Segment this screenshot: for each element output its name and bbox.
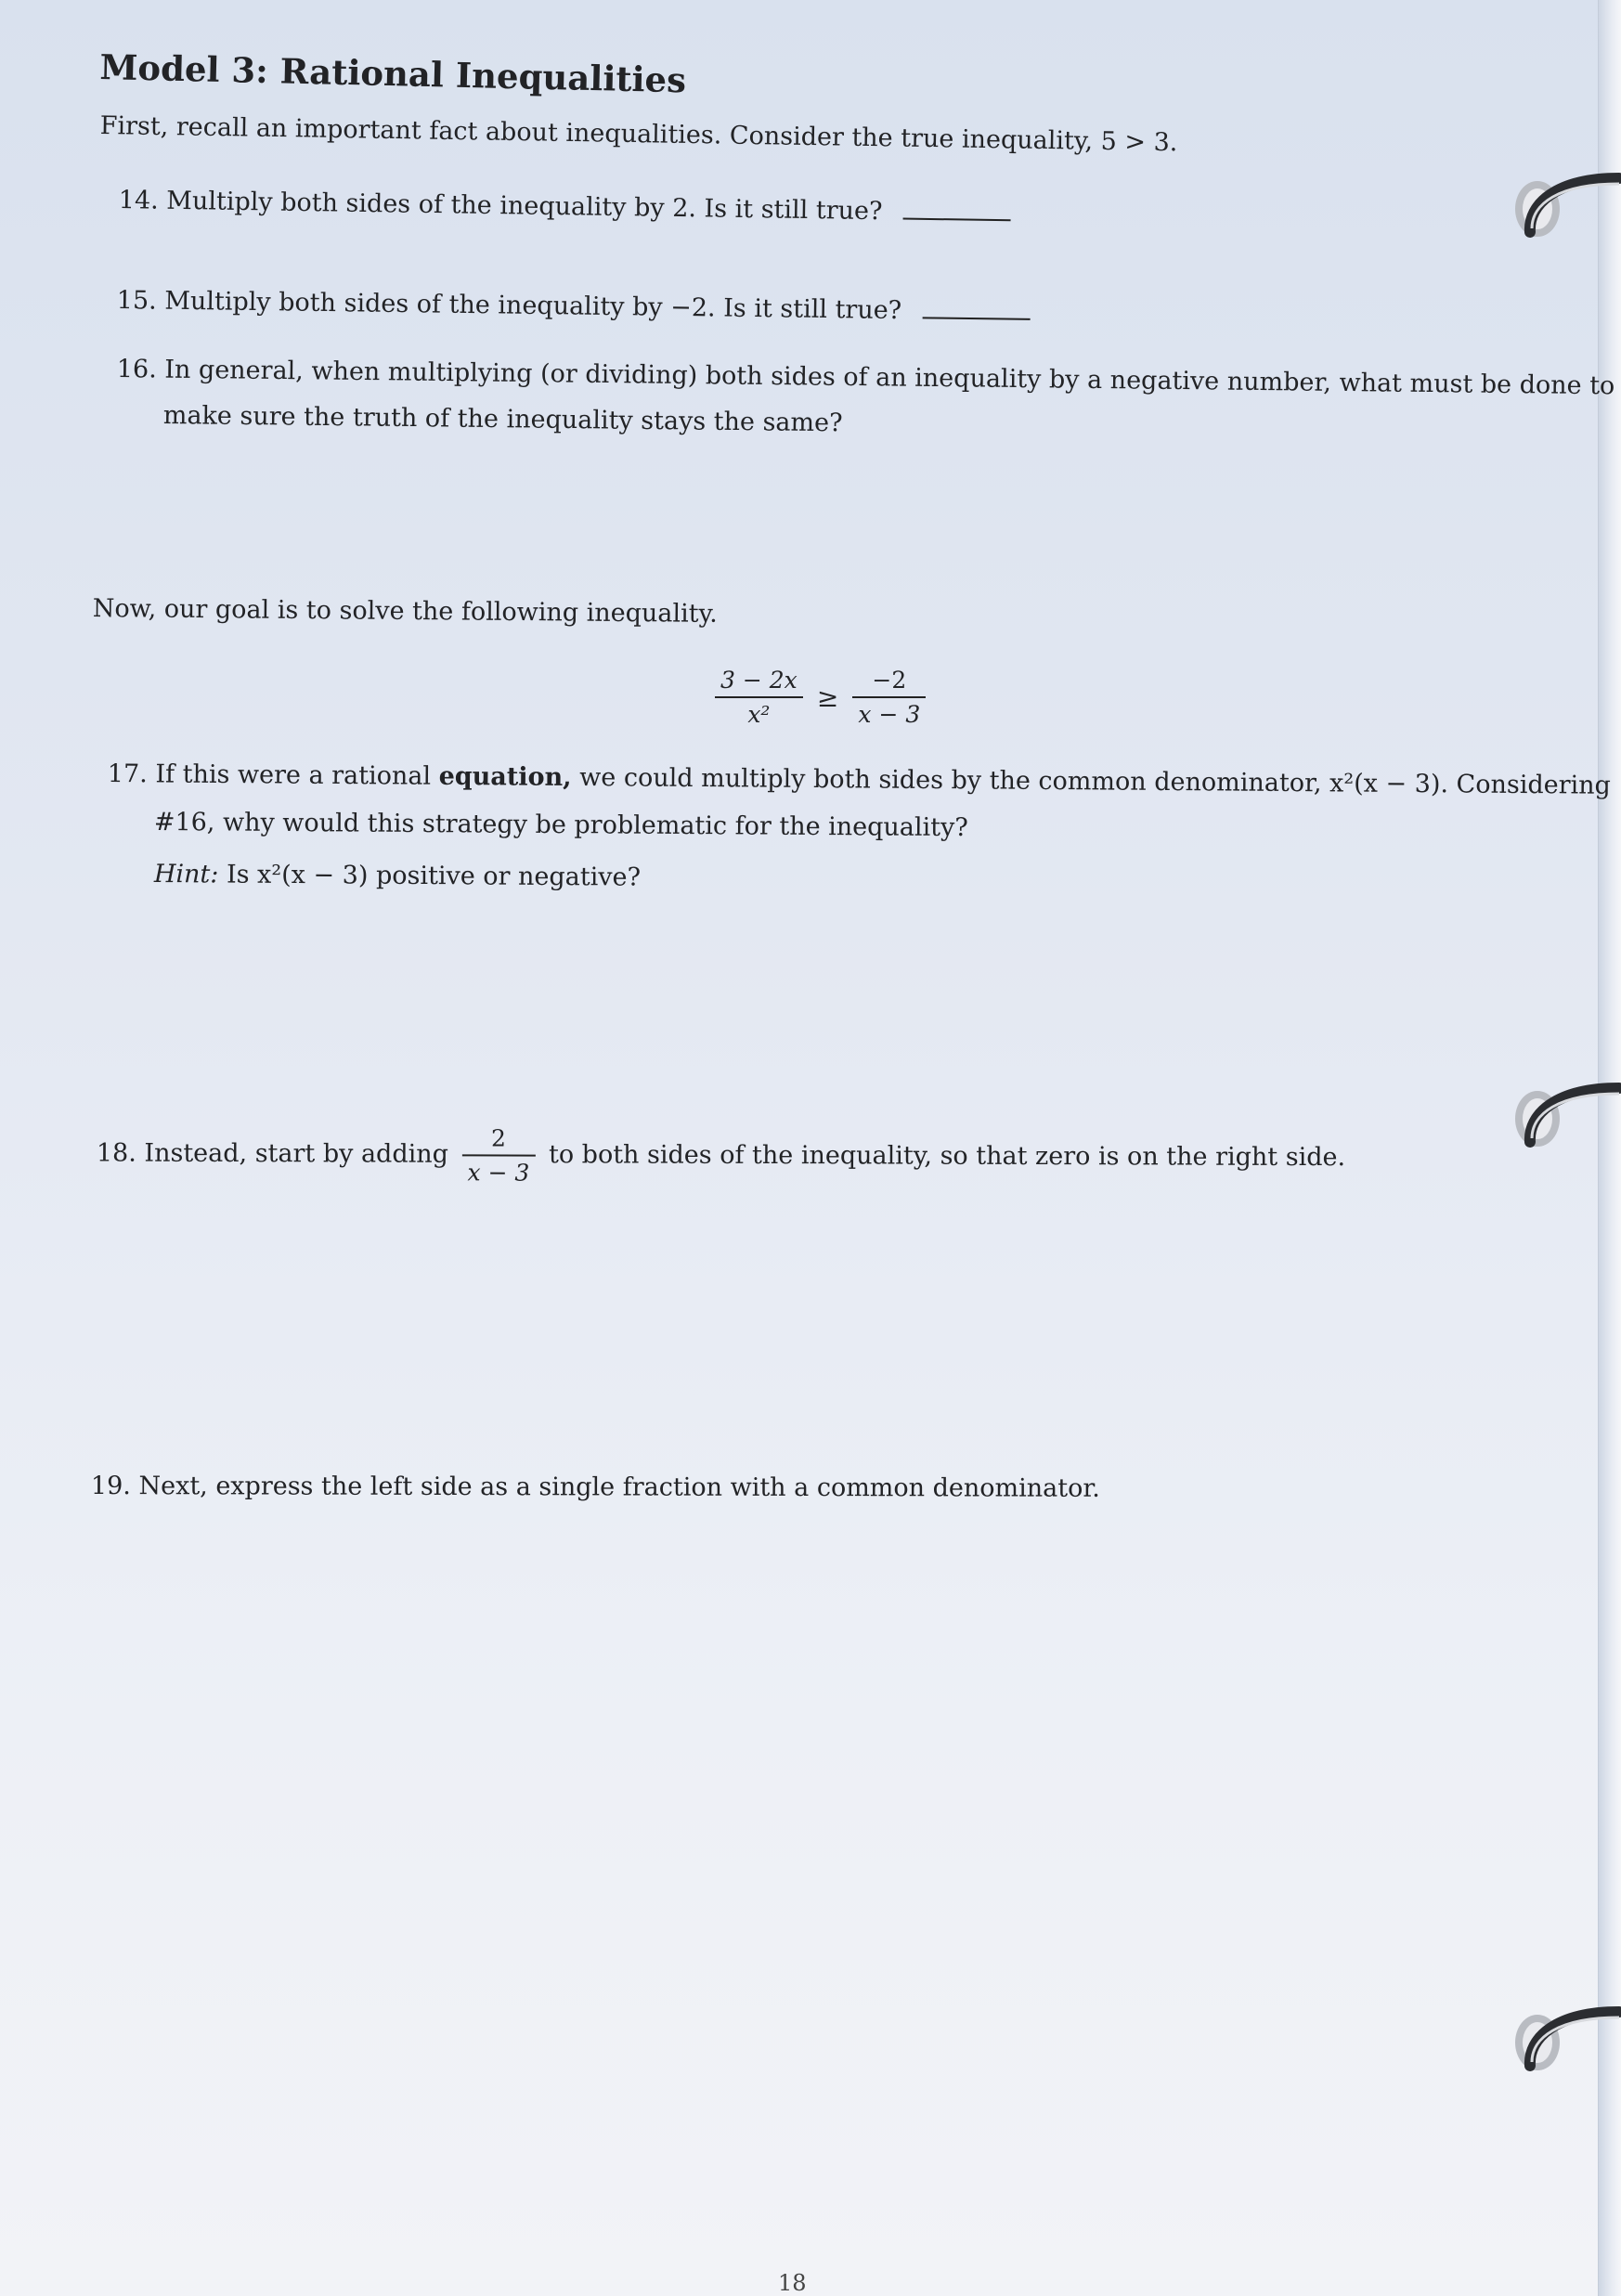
question-18-fraction-numerator: 2 [462, 1124, 536, 1156]
question-15 [117, 286, 1031, 327]
inequality-left-numerator: 3 − 2x [715, 667, 803, 698]
question-17 [108, 759, 1611, 800]
question-15-number: 15. [116, 286, 157, 316]
binder-ring-icon-middle [1510, 1077, 1621, 1161]
page-number: 18 [778, 2270, 807, 2296]
binder-ring-icon-bottom [1510, 2001, 1621, 2084]
question-19-text: Next, express the left side as a single fraction with a common denominator. [138, 1472, 1100, 1503]
goal-text: Now, our goal is to solve the following inequality. [92, 594, 718, 629]
question-16 [117, 355, 1615, 400]
question-18-text-a: Instead, start by adding [144, 1138, 449, 1169]
question-17-text-a: If this were a rational [155, 759, 432, 791]
question-17-number: 17. [107, 759, 148, 789]
question-16-number: 16. [116, 355, 157, 384]
question-18-number: 18. [96, 1138, 136, 1168]
inequality-display [715, 667, 926, 728]
binder-ring-icon-top [1510, 167, 1621, 251]
question-18-text-b: to both sides of the inequality, so that zero is on the right side. [548, 1140, 1346, 1173]
inequality-right-numerator: −2 [852, 667, 926, 698]
question-19 [91, 1472, 1100, 1503]
inequality-right-fraction [852, 667, 926, 728]
question-15-answer-blank[interactable] [923, 298, 1031, 320]
inequality-left-denominator: x² [747, 701, 771, 728]
question-17-hint-text: Is x²(x − 3) positive or negative? [226, 860, 642, 892]
inequality-right-denominator: x − 3 [858, 701, 921, 728]
question-17-hint [154, 860, 641, 892]
question-16-line-2: make sure the truth of the inequality stays the same? [162, 401, 843, 438]
question-17-hint-label: Hint: [153, 860, 219, 889]
question-18-fraction [461, 1124, 535, 1186]
question-18-fraction-denominator: x − 3 [467, 1159, 530, 1187]
question-16-line-1: In general, when multiplying (or dividing) both sides of an inequality by a negative number, what must be done to [164, 355, 1615, 401]
question-17-text-b: we could multiply both sides by the common denominator, x²(x − 3). Considering [579, 762, 1611, 800]
page-title: Model 3: Rational Inequalities [99, 46, 687, 101]
question-18 [97, 1123, 1345, 1189]
question-14-number: 14. [118, 186, 159, 215]
inequality-left-fraction [715, 667, 803, 728]
question-19-number: 19. [90, 1472, 131, 1501]
question-14-text: Multiply both sides of the inequality by 2. Is it still true? [166, 186, 883, 227]
inequality-relation: ≥ [816, 681, 839, 713]
question-14-answer-blank[interactable] [903, 200, 1011, 222]
question-17-bold-word: equation, [438, 761, 572, 792]
question-15-text: Multiply both sides of the inequality by −2. Is it still true? [164, 286, 902, 326]
intro-text: First, recall an important fact about inequalities. Consider the true inequality, 5 > 3. [99, 111, 1178, 158]
question-14 [119, 186, 1012, 227]
question-17-line-2: #16, why would this strategy be problematic for the inequality? [153, 808, 968, 843]
